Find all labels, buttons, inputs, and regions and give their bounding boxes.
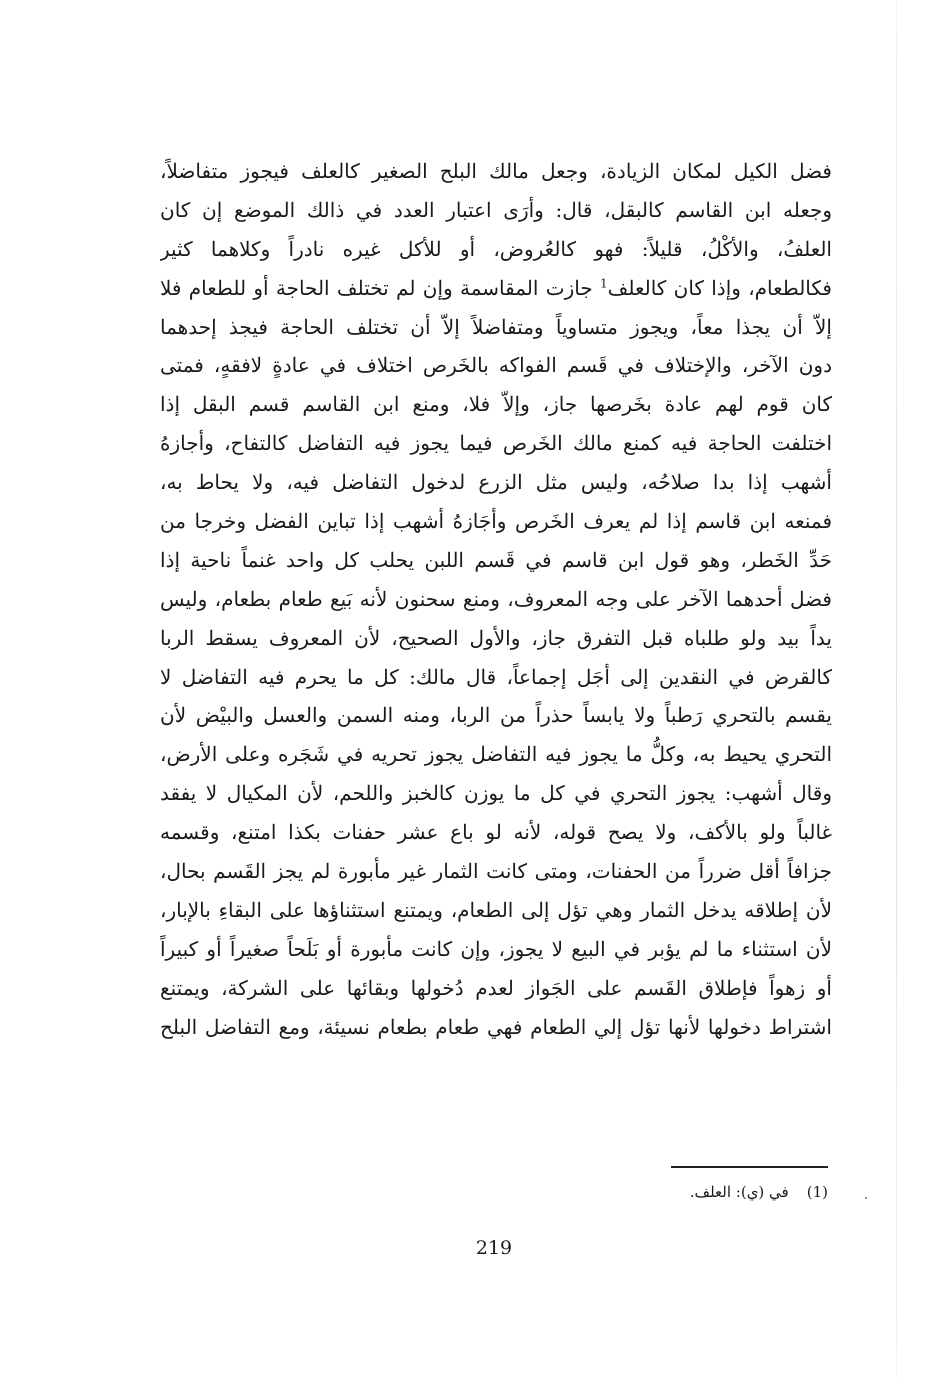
footnote-marker: 1 [600, 276, 608, 291]
text-segment: فكالطعام، وإذا كان كالعلف [607, 275, 832, 300]
text-line: غالباً ولو بالأكف، ولا يصح قوله، لأنه لو باع عشر حفنات بكذا امتنع، وقسمه [160, 820, 832, 845]
text-line: يقسم بالتحري رَطباً ولا يابساً حذراً من الربا، ومنه السمن والعسل والبيْض لأن [160, 703, 832, 728]
scan-speck [865, 1197, 867, 1199]
text-line: يداً بيد ولو طلباه قبل التفرق جاز، والأول الصحيح، لأن المعروف يسقط الربا [160, 625, 832, 650]
text-segment: جازت المقاسمة وإن لم تختلف الحاجة أو للطعام فلا [160, 275, 600, 300]
text-line: حَدِّ الخَطر، وهو قول ابن قاسم في قَسم اللبن يحلب كل واحد غنماً ناحية إذا [160, 547, 832, 572]
footnote-number: (1) [806, 1183, 828, 1201]
text-line: فمنعه ابن قاسم إذا لم يعرف الخَرص وأجَازهُ أشهب إذا تباين الفضل وخرجا من [160, 509, 832, 534]
text-line: العلفُ، والأكْلُ، قليلاً: فهو كالعُروض، أو للأكل غيره نادراً وكلاهما كثير [160, 236, 832, 261]
body-text [160, 152, 832, 1046]
footnote-separator [671, 1166, 828, 1168]
page-number: 219 [475, 1237, 513, 1259]
text-line: أو زهواً فإطلاق القَسم على الجَواز لعدم دُخولها وبقائها على الشركة، ويمتنع [160, 975, 832, 1000]
text-line: اشتراط دخولها لأنها تؤل إلي الطعام فهي طعام بطعام نسيئة، ومع التفاضل البلح [160, 1014, 832, 1039]
text-line: لأن استثناء ما لم يؤبر في البيع لا يجوز، وإن كانت مأبورة أو بَلَحاً صغيراً أو كبيراً [160, 936, 832, 961]
page-edge-shadow [896, 0, 897, 1378]
footnote-text: في (ي): العلف. [689, 1183, 789, 1201]
text-line: كان قوم لهم عادة بخَرصها جاز، وإلاّ فلا، ومنع ابن القاسم قسم البقل إذا [160, 392, 832, 417]
text-line: اختلفت الحاجة فيه كمنع مالك الخَرص فيما يجوز فيه التفاضل كالتفاح، وأجازهُ [160, 431, 832, 456]
text-line: فضل أحدهما الآخر على وجه المعروف، ومنع سحنون لأنه بَيع طعام بطعام، وليس [160, 586, 832, 611]
text-line: وجعله ابن القاسم كالبقل، قال: وأرَى اعتبار العدد في ذالك الموضع إن كان [160, 197, 832, 222]
text-line: وقال أشهب: يجوز التحري في كل ما يوزن كالخبز واللحم، لأن المكيال لا يفقد [160, 781, 832, 806]
text-line: كالقرض في النقدين إلى أجَل إجماعاً، قال مالك: كل ما يحرم فيه التفاضل لا [160, 664, 832, 689]
text-line: أشهب إذا بدا صلاحُه، وليس مثل الزرع لدخول التفاضل فيه، ولا يحاط به، [160, 470, 832, 495]
text-line: لأن إطلاقه يدخل الثمار وهي تؤل إلى الطعام، ويمتنع استثناؤها على البقاءِ بالإبار، [160, 897, 832, 922]
text-line: فضل الكيل لمكان الزيادة، وجعل مالك البلح الصغير كالعلف فيجوز متفاضلاً، [160, 159, 832, 183]
text-line: جزافاً أقل ضرراً من الحفنات، ومتى كانت الثمار غير مأبورة لم يجز القَسم بحال، [160, 859, 832, 884]
text-line: التحري يحيط به، وكلُّ ما يجوز فيه التفاضل يجوز تحريه في شَجَره وعلى الأرض، [160, 742, 832, 767]
text-line [160, 269, 832, 308]
footnote [690, 1178, 828, 1206]
text-line: دون الآخر، والإختلاف في قَسم الفواكه بالخَرص اختلاف في عادةٍ لافقهٍ، فمتى [160, 353, 832, 378]
text-line: إلاّ أن يجذا معاً، ويجوز متساوياً ومتفاضلاً إلاّ أن تختلف الحاجة فيجذ إحدهما [160, 314, 832, 339]
